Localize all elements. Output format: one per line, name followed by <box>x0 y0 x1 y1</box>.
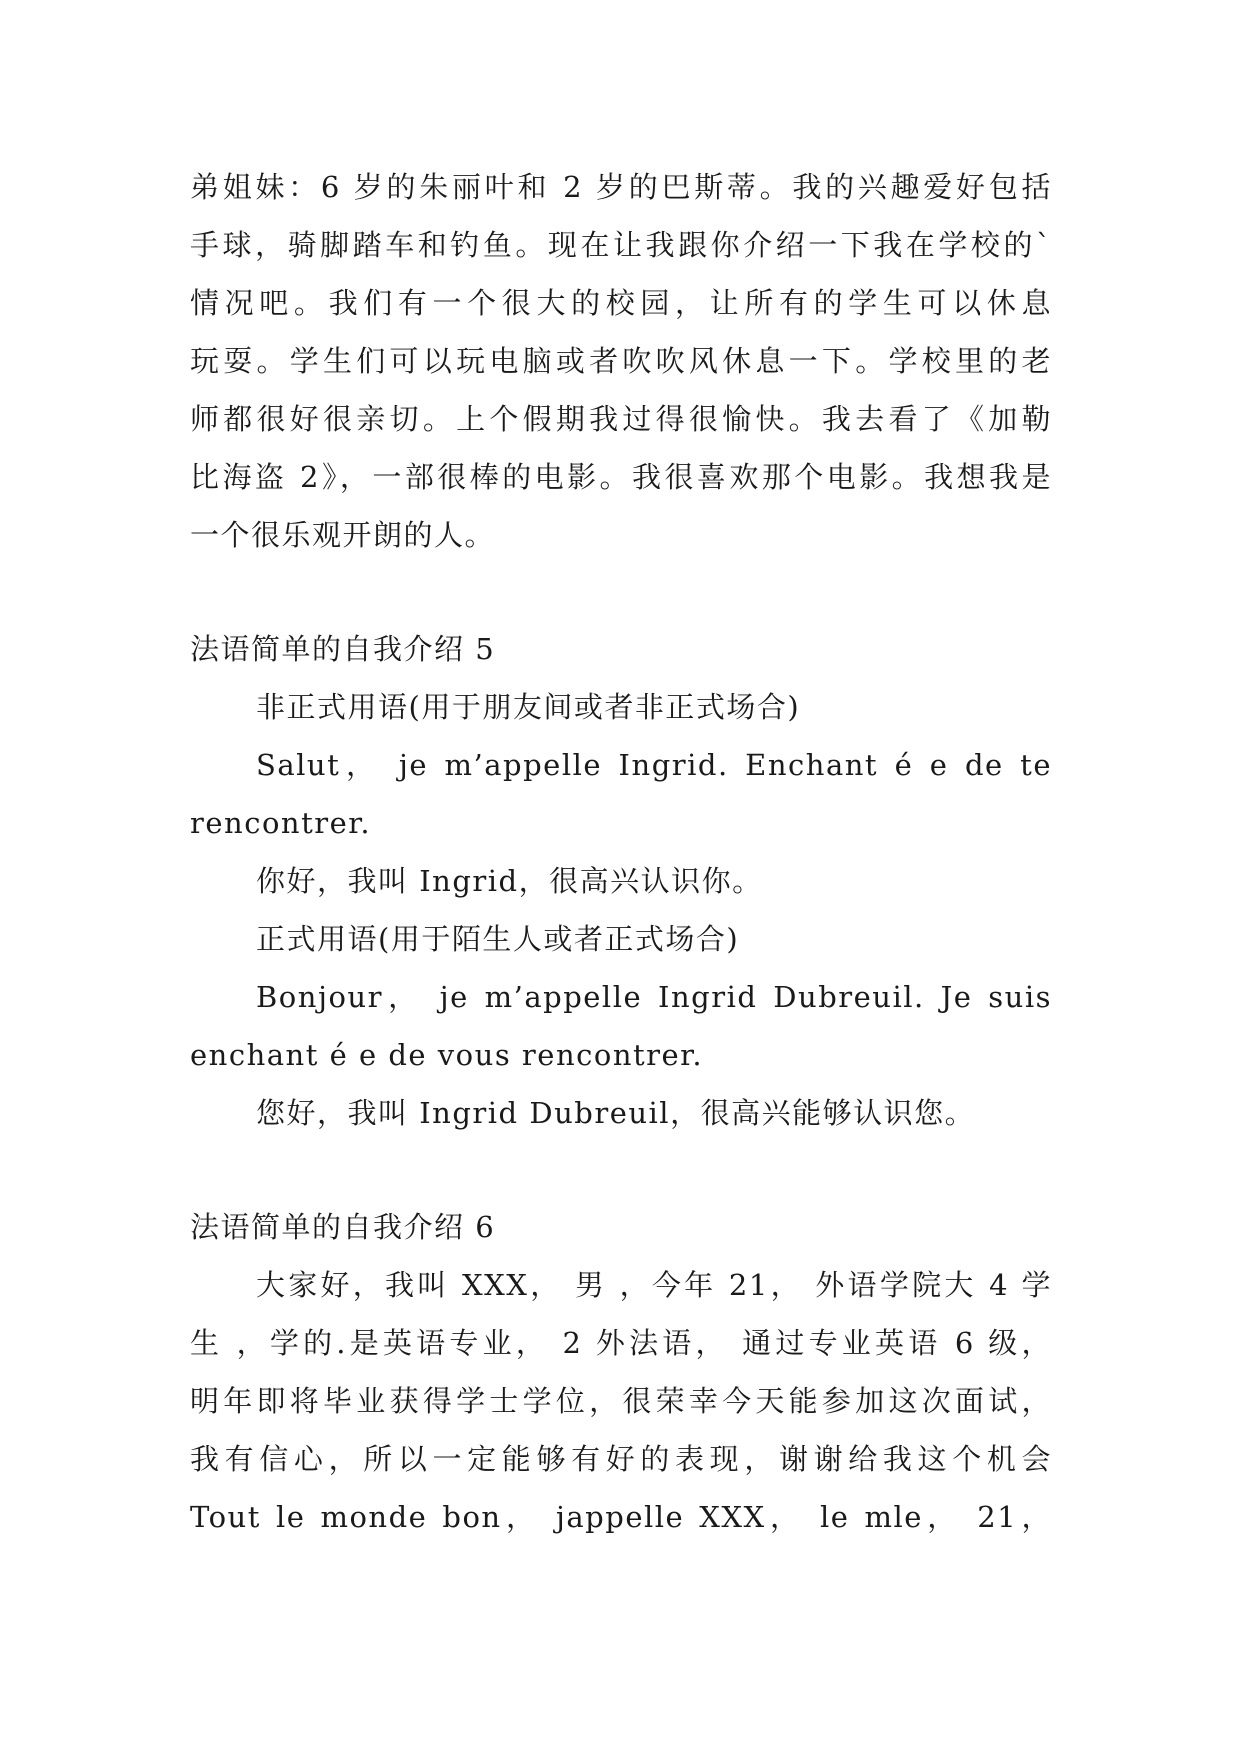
section-heading: 法语简单的自我介绍 6 <box>190 1210 496 1244</box>
french-sentence-line: Salut， je m’appelle Ingrid. Enchant é e de te <box>256 748 1052 782</box>
french-sentence-line: Bonjour， je m’appelle Ingrid Dubreuil. Je suis <box>256 980 1052 1014</box>
subheading-informal: 非正式用语(用于朋友间或者非正式场合) <box>256 690 801 724</box>
paragraph-line: 师都很好很亲切。上个假期我过得很愉快。我去看了《加勒 <box>190 402 1052 436</box>
french-sentence-line: enchant é e de vous rencontrer. <box>190 1038 704 1072</box>
translation-line: 您好，我叫 Ingrid Dubreuil，很高兴能够认识您。 <box>256 1096 976 1130</box>
paragraph-line: 情况吧。我们有一个很大的校园，让所有的学生可以休息 <box>190 286 1052 320</box>
section-heading: 法语简单的自我介绍 5 <box>190 632 496 666</box>
paragraph-line: Tout le monde bon， jappelle XXX， le mle， 21， <box>190 1500 1052 1534</box>
french-sentence-line: rencontrer. <box>190 806 372 840</box>
paragraph-line: 手球，骑脚踏车和钓鱼。现在让我跟你介绍一下我在学校的` <box>190 228 1052 262</box>
paragraph-line: 一个很乐观开朗的人。 <box>190 518 496 552</box>
paragraph-line: 比海盗 2》，一部很棒的电影。我很喜欢那个电影。我想我是 <box>190 460 1052 494</box>
subheading-formal: 正式用语(用于陌生人或者正式场合) <box>256 922 740 956</box>
paragraph-line: 弟姐妹：6 岁的朱丽叶和 2 岁的巴斯蒂。我的兴趣爱好包括 <box>190 170 1052 204</box>
paragraph-line: 生 ，学的.是英语专业， 2 外法语， 通过专业英语 6 级， <box>190 1326 1052 1360</box>
translation-line: 你好，我叫 Ingrid，很高兴认识你。 <box>256 864 763 898</box>
paragraph-line: 明年即将毕业获得学士学位，很荣幸今天能参加这次面试， <box>190 1384 1052 1418</box>
paragraph-line: 大家好，我叫 XXX， 男 ，今年 21， 外语学院大 4 学 <box>256 1268 1052 1302</box>
paragraph-line: 我有信心，所以一定能够有好的表现，谢谢给我这个机会 <box>190 1442 1052 1476</box>
paragraph-line: 玩耍。学生们可以玩电脑或者吹吹风休息一下。学校里的老 <box>190 344 1052 378</box>
